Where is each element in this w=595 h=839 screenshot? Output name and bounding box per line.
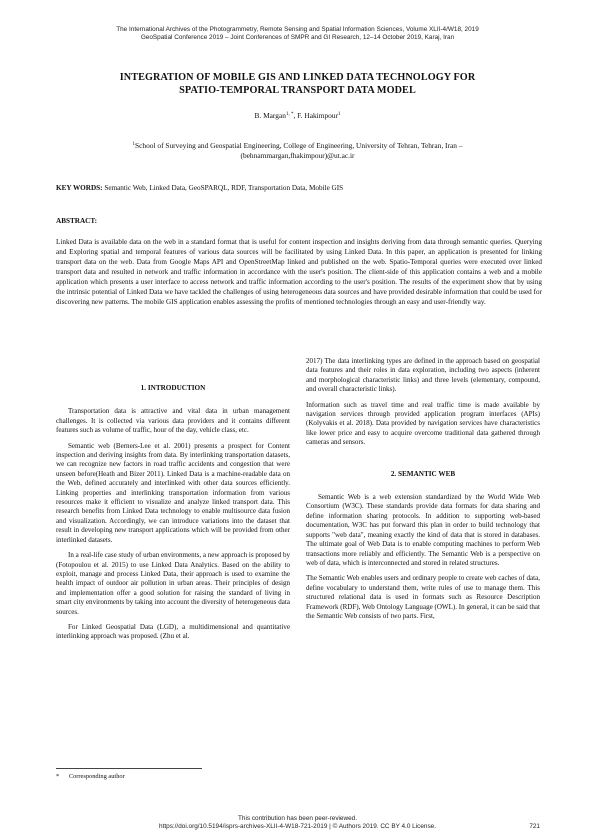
footnote-text: Corresponding author — [68, 773, 125, 780]
paragraph: 2017) The data interlinking types are defined in the approach based on geospatial data features and their roles in data exploration, including two aspects (inherent and morphological characteristic links) and three levels (elementary, compound, and overall characteristic links). — [306, 357, 540, 394]
doi-license-link[interactable]: https://doi.org/10.5194/isprs-archives-XLII-4-W18-721-2019 | © Authors 2019. CC BY 4.0 License. — [159, 823, 436, 830]
keywords — [56, 183, 542, 193]
paragraph: In a real-life case study of urban environments, a new approach is proposed by (Fotopoulou et al. 2015) to use Linked Data Analytics. Based on the ability to exploit, manage and process Linked Data, their approach is used to examine the health impact of outdoor air pollution in urban areas. Their principles of design and implementation offer a good solution for raising the standard of living in smart city environments by taking into account the diversity of heterogeneous data sources. — [56, 551, 290, 616]
peer-review-note: This contribution has been peer-reviewed. — [237, 815, 357, 822]
paragraph: Information such as travel time and real traffic time is made available by navigation services through provided application program interfaces (APIs)(Kolyvakis et al. 2018). Data provided by navigation services have characteristics like lower price and easy to acquire overcome traditional data gathered through cameras and sensors. — [306, 400, 540, 447]
affiliation-text: School of Surveying and Geospatial Engineering, College of Engineering, University of Tehran, Tehran, Iran – — [135, 141, 463, 150]
abstract-label: ABSTRACT: — [56, 217, 98, 225]
running-header-line-1: The International Archives of the Photogrammetry, Remote Sensing and Spatial Information Sciences, Volume XLII-4/W18, 2019 — [116, 26, 479, 33]
affiliation-line-1 — [40, 141, 555, 151]
paragraph: For Linked Geospatial Data (LGD), a multidimensional and quantitative interlinking approach was proposed. (Zhu et al. — [56, 622, 290, 641]
footnote-rule — [56, 768, 202, 769]
running-header-line-2: GeoSpatial Conference 2019 – Joint Conferences of SMPR and GI Research, 12–14 October 2019, Karaj, Iran — [140, 34, 455, 41]
left-column — [56, 384, 290, 648]
spacer — [306, 454, 540, 470]
affiliation-mark: 1 — [132, 142, 135, 147]
section-heading-semantic-web: 2. SEMANTIC WEB — [390, 469, 456, 478]
affiliation-email: (behnammargan,fhakimpour)@ut.ac.ir — [240, 151, 355, 160]
paragraph: Semantic Web is a web extension standardized by the World Wide Web Consortium (W3C). These standards provide data formats for data sharing and define information sharing protocols. In addition to supporting web-based documentation, W3C has put forward this plan in order to build technology that supports "web data", meaning exactly the kind of data that is stored in databases. The ultimate goal of Web Data is to enable computing machines to perform Web transactions more reliably and efficiently. The Semantic Web is a perspective on web of data, which is interconnected and stored in related structures. — [306, 493, 540, 567]
section-heading-introduction: 1. INTRODUCTION — [140, 384, 206, 392]
footnote — [56, 773, 125, 781]
footnote-mark: * — [56, 773, 60, 780]
author-separator: , — [293, 111, 298, 120]
right-column — [306, 357, 540, 627]
author-1-name: B. Margan — [254, 111, 286, 120]
keywords-label: KEY WORDS: — [56, 184, 103, 192]
keywords-text: Semantic Web, Linked Data, GeoSPARQL, RDF, Transportation Data, Mobile GIS — [104, 184, 344, 192]
paper-title-line-1: INTEGRATION OF MOBILE GIS AND LINKED DATA TECHNOLOGY FOR — [119, 72, 476, 83]
author-2-marks: 1 — [338, 112, 341, 117]
paragraph: Transportation data is attractive and vital data in urban management challenges. It is collected via various data providers and it contains different features such as volume of traffic, hour of the day, vehicle class, etc. — [56, 407, 290, 435]
page-number: 721 — [529, 823, 540, 830]
authors — [40, 111, 555, 121]
paper-title-line-2: SPATIO-TEMPORAL TRANSPORT DATA MODEL — [179, 85, 416, 96]
author-1-marks: 1, * — [285, 112, 294, 117]
abstract-body: Linked Data is available data on the web in a standard format that is useful for content inspection and insights deriving from data through semantic queries. Querying and Exploring spatial and temporal features of various data sources will be facilitated by using Linked Data. In this paper, an application is presented for linking transport data on the web. Data from Google Maps API and OpenStreetMap linked and published on the web. Spatio-Temporal queries were executed over linked transport data and resulted in network and traffic information in accordance with the user's position. The client-side of this application contains a web and a mobile application which presents a user interface to access network and traffic information according to the user's position. The results of the experiment show that by using the intrinsic potential of Linked Data we have tackled the challenges of using heterogeneous data sources and have provided desirable information that could be used for discovering new patterns. The mobile GIS application enables assessing the profits of mentioned technologies through an easy and user-friendly way. — [56, 238, 542, 306]
paragraph: Semantic web (Berners-Lee et al. 2001) presents a prospect for Content inspection and deriving insights from data. By interlinking transportation datasets, we can recognize new factors in road traffic accidents and congestion that were unseen before(Heath and Bizer 2011). Linked Data is a machine-readable data on the Web, defined accurately and interlinked with other data sources efficiently. Linking properties and interlinking transportation information from various resources make it efficient to visualize and analyze linked transport data. This research benefits from Linked Data technology to enable multisource data fusion and visualization. Accordingly, we can introduce variations into the dataset that result in developing new transport applications which will be provided from other interlinked datasets. — [56, 441, 290, 544]
author-2-name: F. Hakimpour — [297, 111, 339, 120]
paragraph: The Semantic Web enables users and ordinary people to create web caches of data, define vocabulary to understand them, write rules of use to manage them. This structured relational data is used in formats such as Resource Description Framework (RDF), Web Ontology Language (OWL). In general, it can be said that the Semantic Web consists of two parts. First, — [306, 574, 540, 620]
